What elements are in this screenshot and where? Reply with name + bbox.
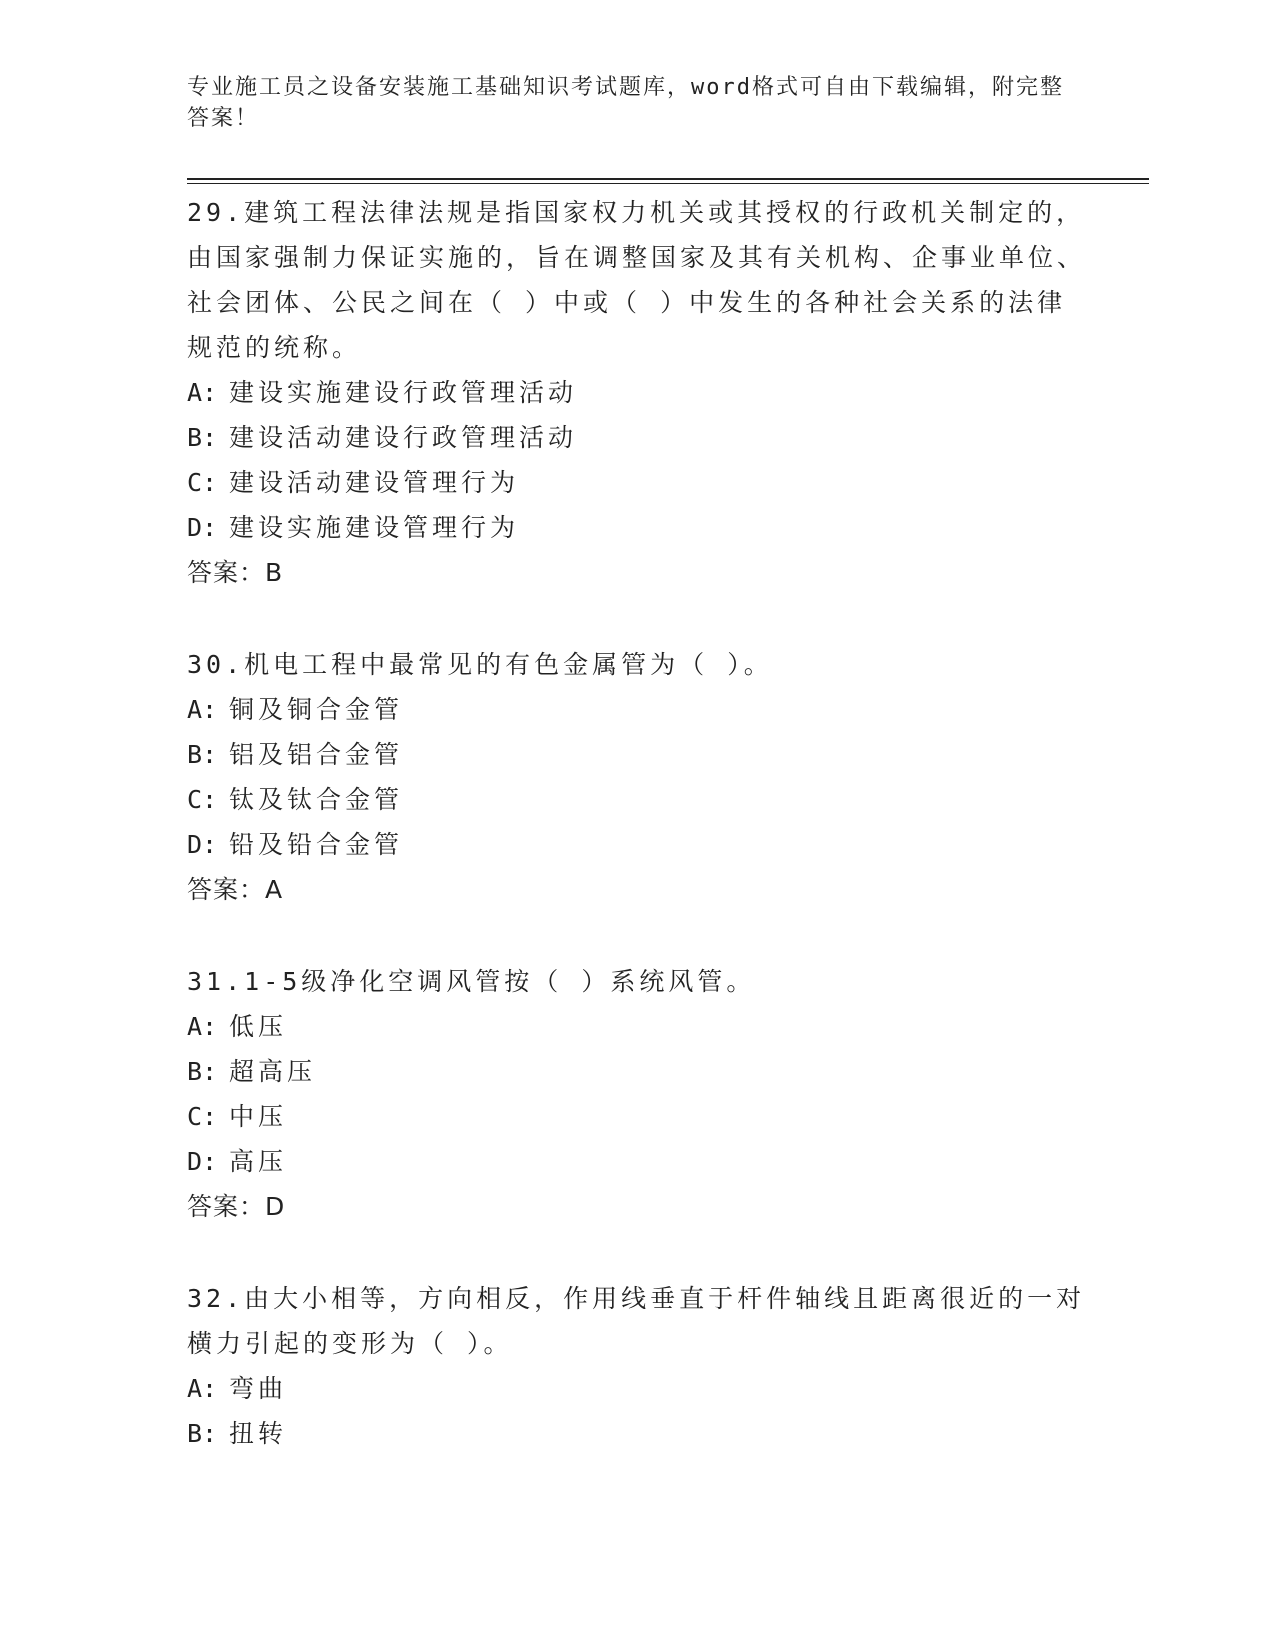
option-d bbox=[187, 505, 1087, 550]
option-text: 高压 bbox=[229, 1147, 288, 1176]
question-32 bbox=[187, 1276, 1087, 1456]
question-text: 30.机电工程中最常见的有色金属管为（ ）。 bbox=[187, 650, 773, 679]
option-letter: D: bbox=[187, 513, 218, 542]
option-text: 钛及钛合金管 bbox=[229, 785, 404, 814]
option-letter: B: bbox=[187, 740, 218, 769]
option-letter: A: bbox=[187, 1012, 218, 1041]
option-b bbox=[187, 1049, 1087, 1094]
option-letter: B: bbox=[187, 423, 218, 452]
option-letter: B: bbox=[187, 1057, 218, 1086]
option-b bbox=[187, 415, 1087, 460]
answer-line: 答案：B bbox=[187, 558, 284, 587]
option-letter: D: bbox=[187, 830, 218, 859]
question-text: 32.由大小相等，方向相反，作用线垂直于杆件轴线且距离很近的一对横力引起的变形为（ ）。 bbox=[187, 1284, 1086, 1358]
option-text: 铜及铜合金管 bbox=[229, 695, 404, 724]
option-letter: A: bbox=[187, 695, 218, 724]
option-a bbox=[187, 1004, 1087, 1049]
option-a bbox=[187, 687, 1087, 732]
option-letter: B: bbox=[187, 1419, 218, 1448]
option-a bbox=[187, 1366, 1087, 1411]
question-text: 29.建筑工程法律法规是指国家权力机关或其授权的行政机关制定的，由国家强制力保证实施的，旨在调整国家及其有关机构、企事业单位、社会团体、公民之间在（ ）中或（ ）中发生的各种社会关系的法律规范的统称。 bbox=[187, 198, 1087, 362]
option-d bbox=[187, 1139, 1087, 1184]
option-letter: A: bbox=[187, 1374, 218, 1403]
option-a bbox=[187, 370, 1087, 415]
option-d bbox=[187, 822, 1087, 867]
option-text: 扭转 bbox=[229, 1419, 288, 1448]
option-c bbox=[187, 1094, 1087, 1139]
header-rule-thick bbox=[187, 178, 1149, 180]
option-letter: A: bbox=[187, 378, 218, 407]
option-letter: C: bbox=[187, 468, 218, 497]
question-29 bbox=[187, 190, 1087, 595]
option-b bbox=[187, 732, 1087, 777]
option-text: 低压 bbox=[229, 1012, 288, 1041]
option-b bbox=[187, 1411, 1087, 1456]
option-text: 铝及铝合金管 bbox=[229, 740, 404, 769]
answer-line: 答案：A bbox=[187, 875, 284, 904]
question-30 bbox=[187, 642, 1087, 912]
document-header: 专业施工员之设备安装施工基础知识考试题库，word格式可自由下载编辑，附完整答案！ bbox=[187, 75, 1064, 131]
option-c bbox=[187, 460, 1087, 505]
option-text: 弯曲 bbox=[229, 1374, 288, 1403]
header-rule-thin bbox=[187, 183, 1149, 184]
option-c bbox=[187, 777, 1087, 822]
option-text: 中压 bbox=[229, 1102, 288, 1131]
option-letter: C: bbox=[187, 785, 218, 814]
option-text: 建设实施建设行政管理活动 bbox=[229, 378, 578, 407]
option-text: 铅及铅合金管 bbox=[229, 830, 404, 859]
option-text: 建设活动建设行政管理活动 bbox=[229, 423, 578, 452]
option-text: 建设实施建设管理行为 bbox=[229, 513, 520, 542]
question-list bbox=[187, 190, 1087, 1503]
option-letter: C: bbox=[187, 1102, 218, 1131]
answer-line: 答案：D bbox=[187, 1192, 286, 1221]
question-text: 31.1-5级净化空调风管按（ ）系统风管。 bbox=[187, 967, 756, 996]
option-text: 建设活动建设管理行为 bbox=[229, 468, 520, 497]
option-text: 超高压 bbox=[229, 1057, 317, 1086]
option-letter: D: bbox=[187, 1147, 218, 1176]
question-31 bbox=[187, 959, 1087, 1229]
